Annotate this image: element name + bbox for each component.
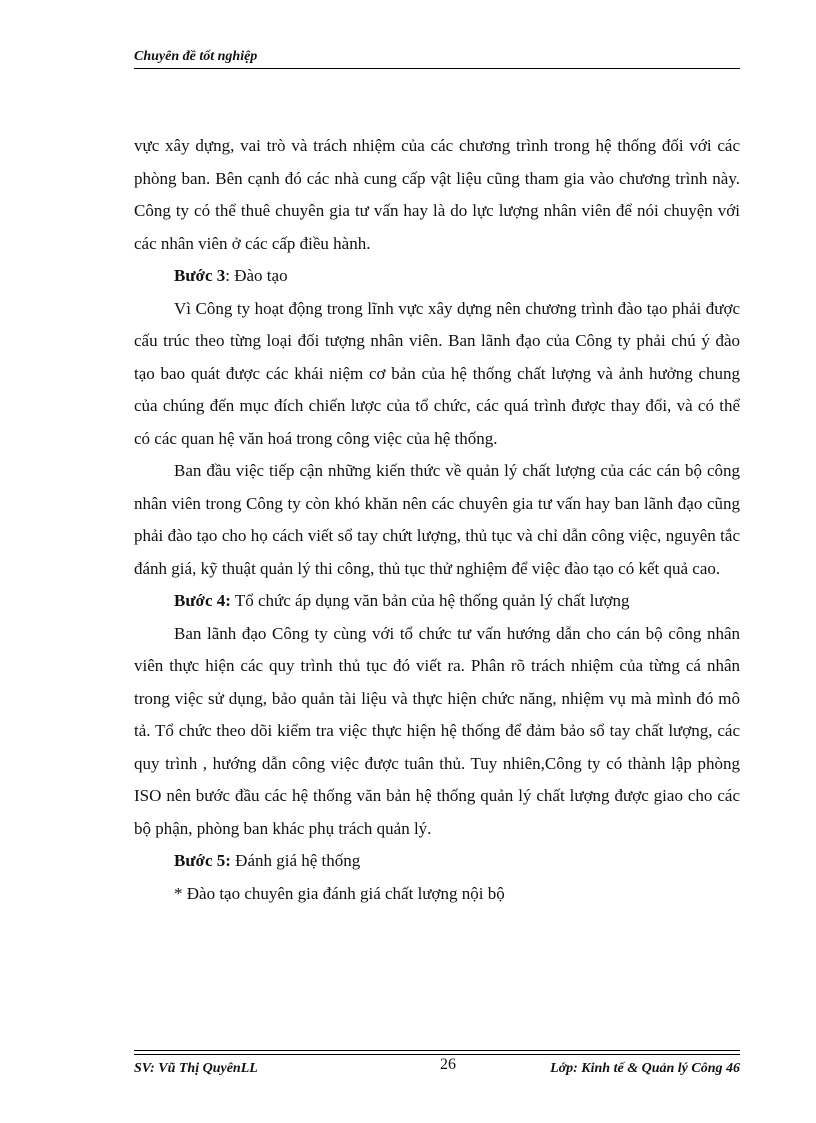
step-3-text: : Đào tạo [225,266,288,285]
step-5-heading [134,845,740,878]
step-4-text: Tổ chức áp dụng văn bản của hệ thống quản lý chất lượng [230,591,630,610]
footer-row [134,1057,740,1081]
paragraph-initial-approach: Ban đầu việc tiếp cận những kiến thức về quản lý chất lượng của các cán bộ công nhân viên trong Công ty còn khó khăn nên các chuyên gia tư vấn hay ban lãnh đạo cũng phải đào tạo cho họ cách viết sổ tay chứt lượng, thủ tục và chỉ dẫn công việc, nguyên tắc đánh giá, kỹ thuật quản lý thi công, thủ tục thử nghiệm để việc đào tạo có kết quả cao. [134,461,740,578]
footer-student: SV: Vũ Thị QuyênLL [134,1061,258,1076]
footer-rule-bottom [134,1054,740,1055]
step-5-text: Đánh giá hệ thống [230,851,361,870]
page-body [134,130,740,910]
header-title: Chuyên đề tốt nghiệp [134,49,258,64]
footer-rule-top [134,1050,740,1051]
paragraph-training-structure: Vì Công ty hoạt động trong lĩnh vực xây dựng nên chương trình đào tạo phải được cấu trúc theo từng loại đối tượng nhân viên. Ban lãnh đạo của Công ty phải chú ý đào tạo bao quát được các khái niệm cơ bản của hệ thống chất lượng và ảnh hưởng chung của chúng đến mục đích chiến lược của tổ chức, các quá trình được thay đổi, và có thể có các quan hệ văn hoá trong công việc của hệ thống. [134,298,740,448]
step-4-label: Bước 4: [174,591,231,610]
step-4-heading [134,585,740,618]
footer-class-info: Lớp: Kinh tế & Quản lý Công 46 [550,1061,740,1076]
page-number: 26 [440,1056,456,1073]
paragraph-continued: vực xây dựng, vai trò và trách nhiệm của các chương trình trong hệ thống đối với các phòng ban. Bên cạnh đó các nhà cung cấp vật liệu cũng tham gia vào chương trình này. Công ty có thể thuê chuyên gia tư vấn hay là do lực lượng nhân viên để nói chuyện với các nhân viên ở các cấp điều hành. [134,136,740,253]
paragraph-implementation: Ban lãnh đạo Công ty cùng với tổ chức tư vấn hướng dẫn cho cán bộ công nhân viên thực hiện các quy trình thủ tục đó viết ra. Phân rõ trách nhiệm của từng cá nhân trong việc sử dụng, bảo quản tài liệu và thực hiện chức năng, nhiệm vụ mà mình đó mô tả. Tổ chức theo dõi kiểm tra việc thực hiện hệ thống để đảm bảo sổ tay chất lượng, các quy trình , hướng dẫn công việc được tuân thủ. Tuy nhiên,Công ty có thành lập phòng ISO nên bước đầu các hệ thống văn bản hệ thống quản lý chất lượng được giao cho các bộ phận, phòng ban khác phụ trách quản lý. [134,623,740,838]
paragraph-auditor-training: * Đào tạo chuyên gia đánh giá chất lượng nội bộ [174,883,505,903]
step-5-label: Bước 5: [174,851,231,870]
header-rule [134,68,740,69]
step-3-heading [134,260,740,293]
page-footer [134,1050,740,1081]
page-header [134,48,740,69]
step-3-label: Bước 3 [174,266,226,285]
